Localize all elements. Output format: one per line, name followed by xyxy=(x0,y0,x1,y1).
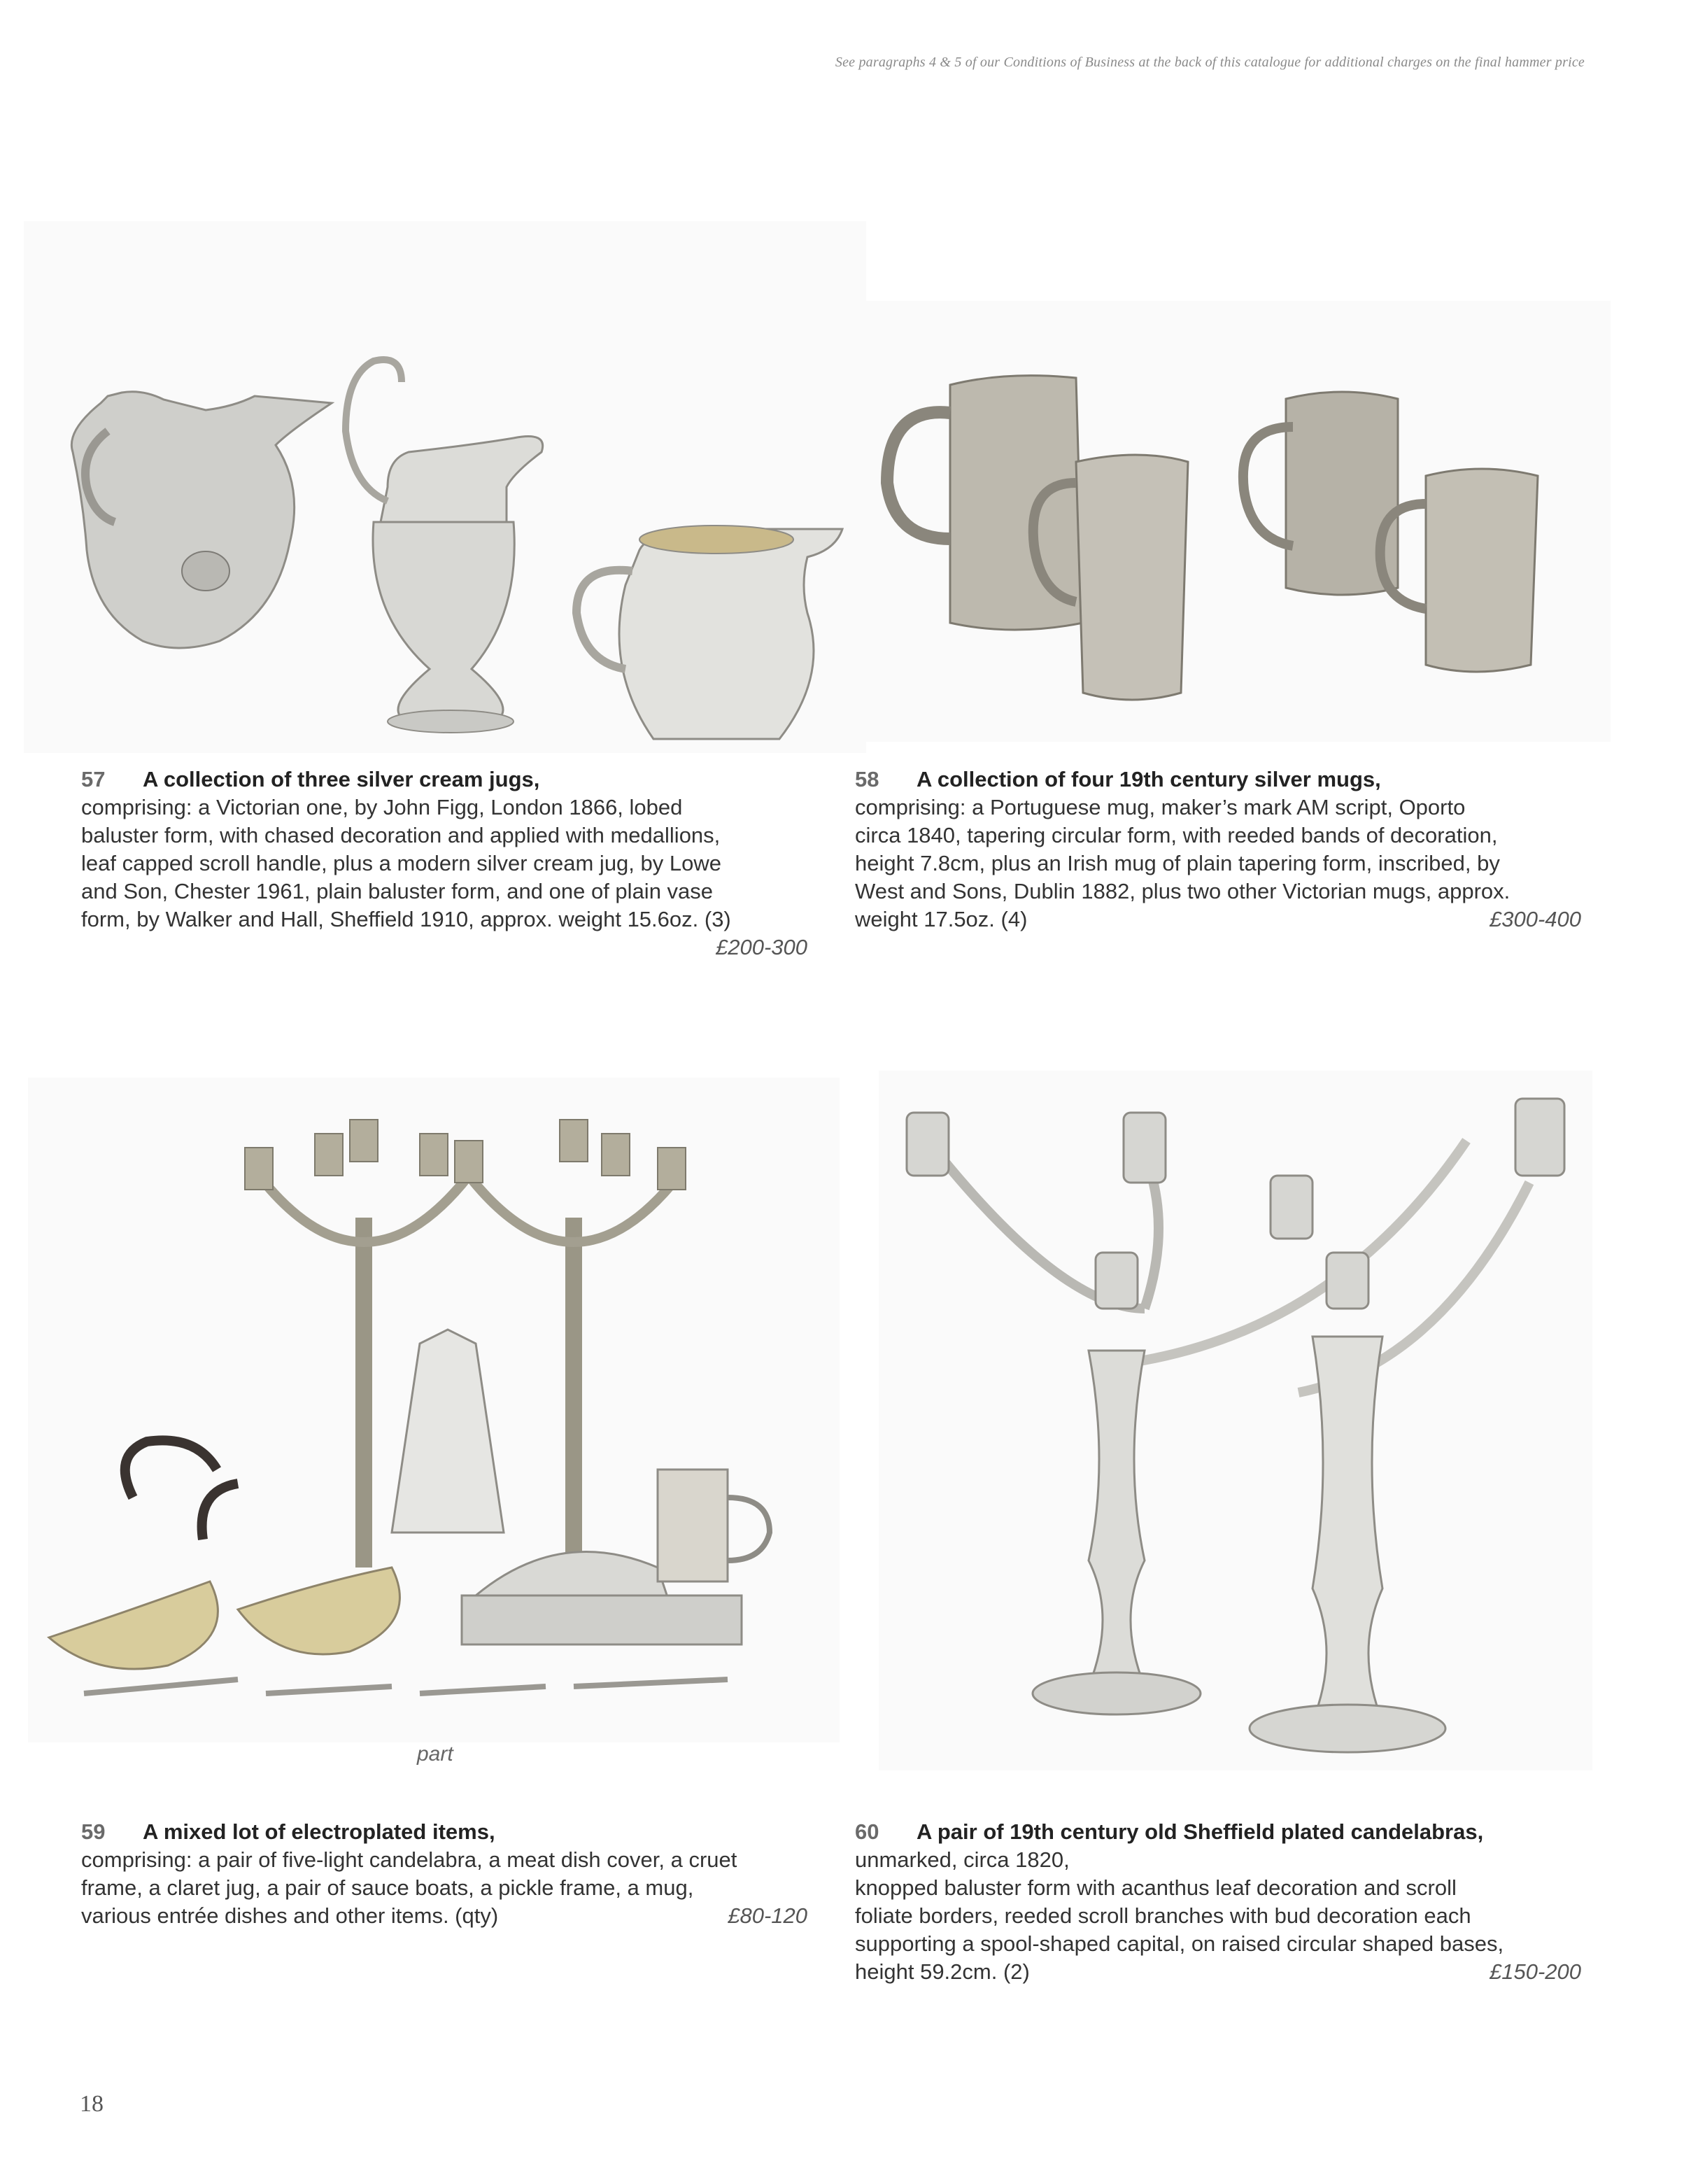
lot-line: and Son, Chester 1961, plain baluster form, and one of plain vase xyxy=(81,879,714,903)
lot-number: 60 xyxy=(855,1819,879,1844)
lot-58-photo xyxy=(866,301,1611,742)
lot-57-description xyxy=(81,766,807,961)
lot-line: circa 1840, tapering circular form, with reeded bands of decoration, xyxy=(855,823,1498,847)
lot-title: A collection of three silver cream jugs, xyxy=(143,767,540,791)
lot-58-description xyxy=(855,766,1581,934)
lot-58-heading xyxy=(855,766,1581,794)
lot-59-photo xyxy=(28,1078,840,1742)
lot-line: weight 17.5oz. (4) xyxy=(855,907,1028,931)
lot-line: height 7.8cm, plus an Irish mug of plain tapering form, inscribed, by xyxy=(855,851,1500,875)
lot-estimate: £150-200 xyxy=(1489,1959,1581,1984)
lot-line: various entrée dishes and other items. (qty) xyxy=(81,1903,499,1928)
page-number: 18 xyxy=(80,2091,104,2117)
cream-jugs-illustration xyxy=(24,221,866,753)
lot-line: frame, a claret jug, a pair of sauce boats, a pickle frame, a mug, xyxy=(81,1875,694,1900)
lot-60-description xyxy=(855,1818,1581,1986)
lot-57-photo xyxy=(24,221,866,753)
lot-number: 59 xyxy=(81,1819,106,1844)
lot-line: comprising: a Victorian one, by John Figg, London 1866, lobed xyxy=(81,795,683,819)
lot-line: comprising: a Portuguese mug, maker’s mark AM script, Oporto xyxy=(855,795,1466,819)
lot-estimate: £300-400 xyxy=(1489,907,1581,931)
image-caption-part: part xyxy=(417,1742,453,1766)
lot-line: form, by Walker and Hall, Sheffield 1910, approx. weight 15.6oz. (3) xyxy=(81,907,731,931)
lot-line: baluster form, with chased decoration and applied with medallions, xyxy=(81,823,721,847)
lot-line: knopped baluster form with acanthus leaf decoration and scroll xyxy=(855,1875,1457,1900)
lot-line: foliate borders, reeded scroll branches with bud decoration each xyxy=(855,1903,1471,1928)
conditions-note: See paragraphs 4 & 5 of our Conditions of Business at the back of this catalogue for additional charges on the final hammer price xyxy=(835,55,1585,70)
lot-57-heading xyxy=(81,766,807,794)
lot-estimate: £200-300 xyxy=(715,935,807,959)
lot-estimate: £80-120 xyxy=(728,1903,807,1928)
lot-line: unmarked, circa 1820, xyxy=(855,1847,1070,1872)
lot-60-heading xyxy=(855,1818,1581,1846)
lot-60-photo xyxy=(879,1071,1592,1770)
lot-number: 58 xyxy=(855,767,879,791)
silver-mugs-illustration xyxy=(866,301,1611,742)
lot-title: A pair of 19th century old Sheffield plated candelabras, xyxy=(917,1819,1484,1844)
lot-59-heading xyxy=(81,1818,807,1846)
candelabras-illustration xyxy=(879,1071,1592,1770)
lot-line: leaf capped scroll handle, plus a modern silver cream jug, by Lowe xyxy=(81,851,721,875)
lot-title: A collection of four 19th century silver mugs, xyxy=(917,767,1381,791)
lot-number: 57 xyxy=(81,767,106,791)
electroplated-items-illustration xyxy=(28,1078,840,1742)
lot-line: comprising: a pair of five-light candelabra, a meat dish cover, a cruet xyxy=(81,1847,737,1872)
lot-line: supporting a spool-shaped capital, on raised circular shaped bases, xyxy=(855,1931,1504,1956)
lot-line: West and Sons, Dublin 1882, plus two other Victorian mugs, approx. xyxy=(855,879,1510,903)
lot-title: A mixed lot of electroplated items, xyxy=(143,1819,495,1844)
lot-line: height 59.2cm. (2) xyxy=(855,1959,1030,1984)
lot-59-description xyxy=(81,1818,807,1930)
